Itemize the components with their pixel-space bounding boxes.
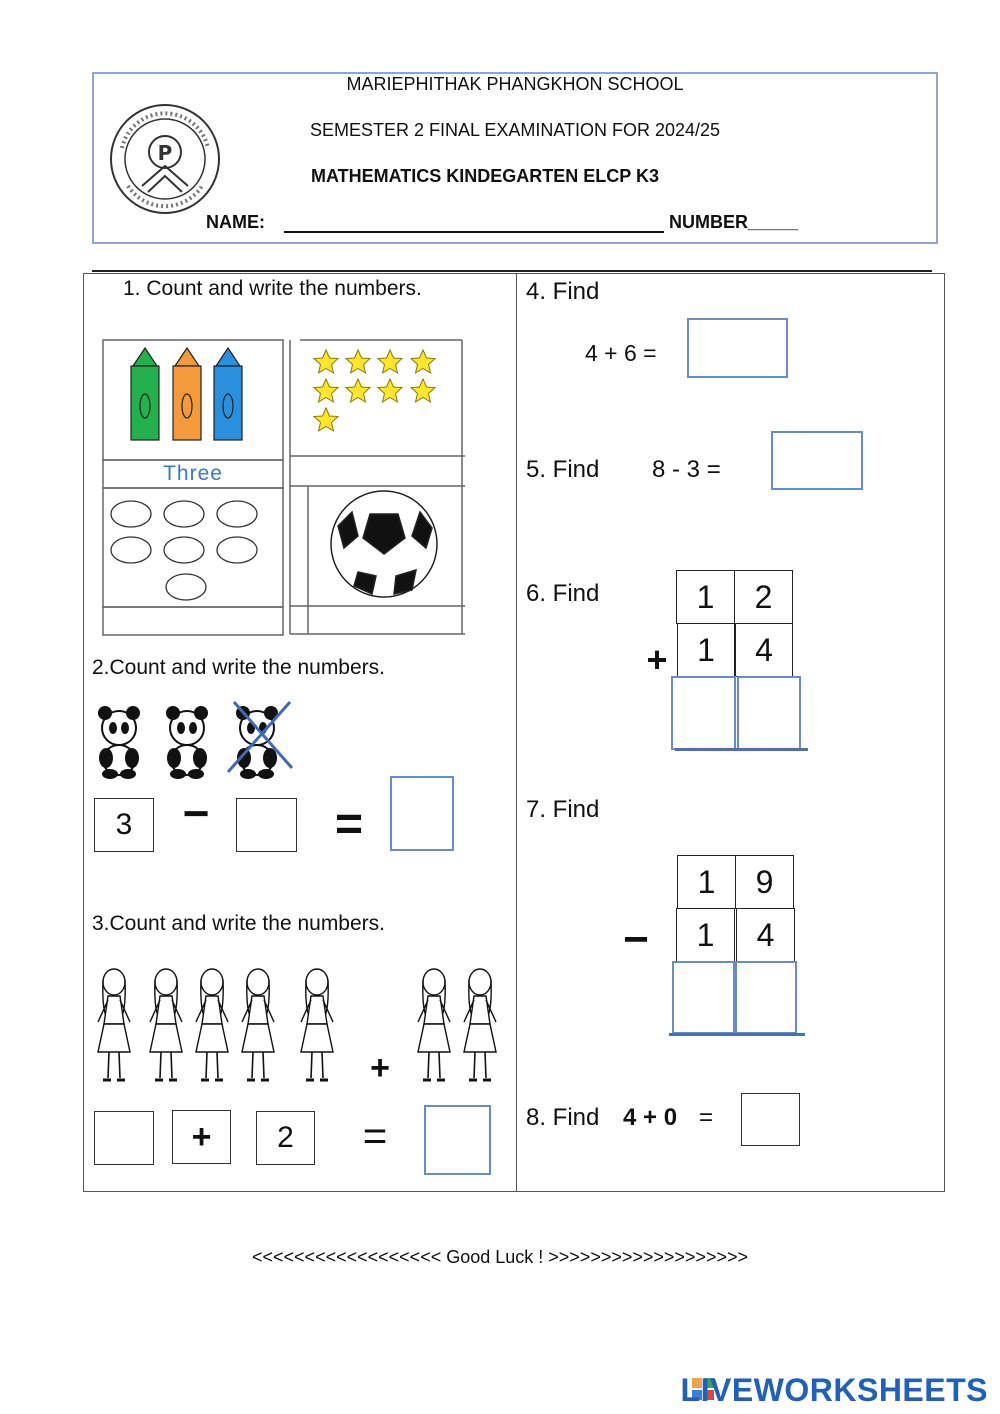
q1-title: 1. Count and write the numbers.	[123, 277, 422, 300]
girl-icon	[98, 969, 130, 1080]
q2-title: 2.Count and write the numbers.	[92, 656, 385, 679]
q6-result-line	[675, 748, 808, 751]
q6-top-ones: 2	[734, 570, 793, 624]
q6-bottom-ones: 4	[735, 623, 793, 677]
q3-second-number: 2	[256, 1111, 315, 1165]
q7-top-tens: 1	[677, 855, 736, 909]
svg-text:P: P	[157, 141, 173, 165]
q6-bottom-tens: 1	[677, 623, 735, 677]
q4-answer-box[interactable]	[687, 318, 788, 378]
q2-equals: =	[334, 797, 364, 851]
panda-icon	[236, 706, 278, 779]
oval-icon	[111, 501, 257, 600]
q1-ball-answer[interactable]	[310, 607, 462, 633]
name-label: NAME:	[206, 212, 265, 232]
q1-stars-answer[interactable]	[292, 459, 462, 485]
q8-title: 8. Find	[526, 1104, 600, 1131]
q7-top-ones: 9	[735, 855, 794, 909]
girl-icon	[242, 969, 274, 1080]
girl-icon	[464, 969, 496, 1080]
girl-icon	[196, 969, 228, 1080]
q6-answer-ones[interactable]	[737, 676, 801, 750]
q8-answer-box[interactable]	[741, 1093, 800, 1146]
name-row	[206, 212, 798, 233]
q5-title: 5. Find	[526, 456, 600, 483]
q4-title: 4. Find	[526, 278, 600, 305]
column-divider	[516, 273, 517, 1192]
q7-title: 7. Find	[526, 796, 600, 823]
number-label[interactable]: NUMBER_____	[669, 212, 799, 232]
crayon-icon	[131, 348, 242, 440]
q6-answer-tens[interactable]	[671, 676, 736, 750]
q3-title: 3.Count and write the numbers.	[92, 912, 385, 935]
exam-header	[92, 72, 938, 244]
q6-top-tens: 1	[676, 570, 735, 624]
girl-icon	[150, 969, 182, 1080]
girl-icon	[301, 969, 333, 1080]
girl-icon	[418, 969, 450, 1080]
q3-plus: +	[172, 1110, 231, 1164]
q7-result-line	[669, 1033, 805, 1036]
q6-title: 6. Find	[526, 580, 600, 607]
q2-answer-box-2[interactable]	[390, 776, 454, 851]
plus-icon: +	[646, 639, 668, 680]
minus-icon: −	[182, 787, 210, 839]
soccer-ball-icon	[331, 491, 437, 597]
pandas-illustration	[94, 698, 304, 780]
school-name: MARIEPHITHAK PHANGKHON SCHOOL	[346, 74, 684, 94]
q7-answer-ones[interactable]	[735, 961, 797, 1034]
q5-expression: 8 - 3 =	[652, 456, 721, 483]
q7-bottom-tens: 1	[676, 908, 735, 962]
panda-icon	[166, 706, 208, 779]
plus-icon: +	[370, 1048, 390, 1087]
subject-title: MATHEMATICS KINDEGARTEN ELCP K3	[310, 166, 659, 186]
footer-good-luck: <<<<<<<<<<<<<<<<<< Good Luck ! >>>>>>>>>>>>>>>>>>>	[252, 1247, 748, 1267]
q2-first-number: 3	[94, 798, 154, 852]
panda-icon	[98, 706, 140, 779]
exam-title: SEMESTER 2 FINAL EXAMINATION FOR 2024/25	[309, 120, 721, 140]
q4-expression: 4 + 6 =	[585, 340, 657, 366]
separator-line	[92, 270, 932, 272]
q7-answer-tens[interactable]	[672, 961, 735, 1034]
star-icon	[314, 350, 435, 431]
q1-count-grid	[100, 336, 470, 638]
q7-bottom-ones: 4	[736, 908, 795, 962]
q8-equals: =	[699, 1104, 714, 1131]
liveworksheets-brand[interactable]: LIVEWORKSHEETS	[680, 1372, 988, 1408]
minus-icon: −	[623, 915, 649, 964]
q1-crayon-answer[interactable]: Three	[163, 462, 223, 485]
q2-answer-box-1[interactable]	[236, 798, 297, 852]
q1-ovals-answer[interactable]	[104, 608, 282, 634]
q3-answer-box-2[interactable]	[424, 1105, 491, 1175]
q5-answer-box[interactable]	[771, 431, 863, 490]
q3-answer-box-1[interactable]	[94, 1111, 154, 1165]
girls-illustration	[92, 964, 502, 1088]
name-input-line[interactable]	[284, 213, 664, 233]
q3-equals: =	[362, 1112, 388, 1159]
q8-expression: 4 + 0	[623, 1104, 678, 1131]
